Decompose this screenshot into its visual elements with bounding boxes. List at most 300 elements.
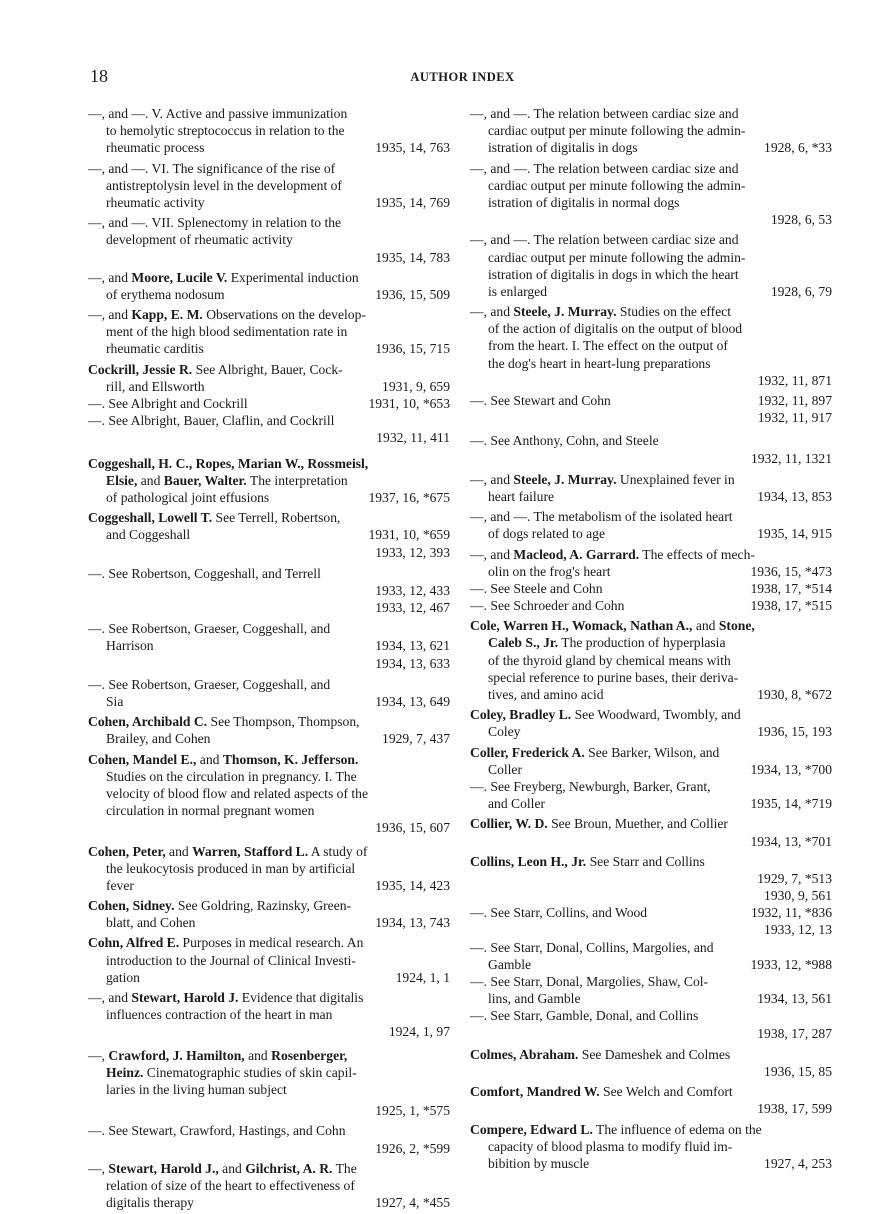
entry-line: —, and —. VI. The significance of the rise of — [88, 160, 336, 176]
citation: 1931, 10, *659 — [368, 527, 450, 543]
entry-text: See Terrell, Robertson, — [212, 510, 341, 526]
citation: 1934, 13, 633 — [375, 655, 450, 671]
entry-text: Studies on the effect — [616, 304, 731, 320]
entry-line — [470, 833, 832, 850]
entry-text: Cinematographic studies of skin capil- — [143, 1064, 357, 1080]
citation: 1934, 13, 621 — [375, 638, 450, 654]
entry-text: See Dameshek and Colmes — [578, 1046, 731, 1062]
entry-text: Observations on the develop- — [202, 307, 366, 323]
entry-line — [470, 921, 832, 938]
author-name: Colmes, Abraham. — [470, 1046, 579, 1062]
citation: 1924, 1, 1 — [395, 969, 450, 985]
entry-text: See Woodward, Twombly, and — [571, 707, 741, 723]
entry-line — [88, 897, 450, 914]
entry-text: —, — [88, 1160, 109, 1176]
citation: 1928, 6, 79 — [770, 283, 832, 299]
entry-text: and Coller — [488, 796, 546, 812]
entry-line: ment of the high blood sedimentation rate in — [106, 324, 348, 340]
entry-line — [470, 597, 832, 614]
author-name: Coggeshall, Lowell T. — [88, 510, 213, 526]
entry-line — [470, 303, 832, 320]
citation: 1935, 14, 763 — [375, 140, 450, 156]
entry-line: circulation in normal pregnant women — [106, 803, 315, 819]
entry-line — [470, 1063, 832, 1080]
entry-line: of the thyroid gland by chemical means with — [488, 652, 731, 668]
index-entry — [470, 815, 832, 849]
entry-line — [88, 472, 450, 489]
entry-text: The — [332, 1160, 357, 1176]
author-name: Cohen, Peter, — [88, 843, 166, 859]
entry-line — [470, 761, 832, 778]
entry-text: —, and — [88, 269, 132, 285]
entry-line — [88, 249, 450, 266]
entry-line — [88, 269, 450, 286]
entry-line: antistreptolysin level in the development of — [106, 177, 342, 193]
citation: 1933, 12, 393 — [375, 544, 450, 560]
index-entry — [88, 713, 450, 747]
entry-text: of pathological joint effusions — [106, 489, 270, 505]
index-entry — [88, 1047, 450, 1120]
entry-text: —. See Steele and Cohn — [470, 580, 603, 596]
entry-line — [88, 340, 450, 357]
index-entry — [88, 105, 450, 157]
entry-line — [470, 904, 832, 921]
entry-text: Coley — [488, 724, 521, 740]
entry-line — [470, 990, 832, 1007]
entry-text: See Thompson, Thompson, — [207, 714, 360, 730]
entry-line — [88, 1102, 450, 1119]
entry-text: heart failure — [488, 488, 555, 504]
entry-line: —, and —. V. Active and passive immunization — [88, 106, 348, 121]
entry-line — [470, 723, 832, 740]
author-name: Macleod, A. Garrard. — [513, 546, 640, 562]
entry-text: olin on the frog's heart — [488, 563, 611, 579]
entry-line — [88, 306, 450, 323]
entry-line — [88, 489, 450, 506]
index-entry — [470, 706, 832, 740]
entry-line: —, and —. The metabolism of the isolated heart — [470, 509, 733, 525]
citation: 1938, 17, *515 — [750, 598, 832, 614]
entry-line — [470, 450, 832, 467]
entry-line — [88, 877, 450, 894]
entry-line: cardiac output per minute following the admin- — [488, 123, 746, 139]
citation: 1929, 7, *513 — [757, 870, 832, 886]
entry-text: Experimental induction — [227, 269, 359, 285]
entry-line — [88, 429, 450, 446]
index-entry — [470, 471, 832, 505]
entry-line — [470, 686, 832, 703]
entry-text: bibition by muscle — [488, 1155, 590, 1171]
author-name: Collins, Leon H., Jr. — [470, 853, 587, 869]
entry-text: lins, and Gamble — [488, 991, 581, 1007]
entry-text: Brailey, and Cohen — [106, 731, 211, 747]
index-entry — [470, 617, 832, 703]
entry-line — [88, 1194, 450, 1211]
entry-line: —, and —. The relation between cardiac size and — [470, 232, 739, 248]
entry-text: A study of — [308, 843, 368, 859]
entry-text: and Coggeshall — [106, 527, 191, 543]
entry-line — [470, 1155, 832, 1172]
entry-text: Coller — [488, 761, 522, 777]
entry-line — [88, 655, 450, 672]
index-entry — [470, 303, 832, 389]
entry-line — [470, 870, 832, 887]
citation: 1935, 14, 783 — [375, 249, 450, 265]
citation: 1934, 13, *700 — [750, 761, 832, 777]
citation: 1934, 13, *701 — [750, 833, 832, 849]
entry-line: influences contraction of the heart in man — [106, 1007, 333, 1023]
citation: 1932, 11, *836 — [750, 905, 832, 921]
index-entry — [470, 744, 832, 813]
author-name: Steele, J. Murray. — [513, 471, 617, 487]
citation: 1930, 9, 561 — [764, 888, 832, 904]
entry-line — [88, 1160, 450, 1177]
author-name: Kapp, E. M. — [131, 307, 203, 323]
entry-line: —. See Starr, Donal, Collins, Margolies, and — [470, 939, 714, 955]
author-name: Stewart, Harold J. — [131, 990, 239, 1005]
index-entry — [88, 751, 450, 837]
citation: 1938, 17, 287 — [757, 1025, 832, 1041]
entry-text: rheumatic carditis — [106, 341, 204, 357]
citation: 1934, 13, 649 — [375, 694, 450, 709]
entry-text: —, and — [470, 546, 514, 562]
citation: 1937, 16, *675 — [368, 489, 450, 505]
citation: 1927, 4, *455 — [375, 1195, 450, 1211]
citation: 1936, 15, 509 — [375, 286, 450, 302]
index-entry — [470, 546, 832, 615]
entry-line: —. See Anthony, Cohn, and Steele — [470, 433, 659, 449]
entry-line — [470, 887, 832, 904]
entry-line: velocity of blood flow and related aspects of the — [106, 785, 368, 801]
citation: 1935, 14, 423 — [375, 877, 450, 893]
entry-line: development of rheumatic activity — [106, 232, 293, 248]
author-name: Steele, J. Murray. — [513, 304, 617, 320]
citation: 1929, 7, 437 — [382, 731, 450, 747]
entry-text: —, and — [470, 471, 514, 487]
citation: 1930, 8, *672 — [757, 687, 832, 702]
entry-line — [470, 744, 832, 761]
entry-line: —, and —. The relation between cardiac size and — [470, 160, 739, 176]
citation: 1933, 12, *988 — [750, 956, 832, 972]
entry-line — [470, 372, 832, 389]
entry-line — [470, 283, 832, 300]
index-entry — [88, 843, 450, 895]
entry-text: of erythema nodosum — [106, 286, 225, 302]
entry-line — [88, 730, 450, 747]
index-entry — [88, 160, 450, 212]
author-name: Moore, Lucile V. — [131, 269, 228, 285]
author-name: Cockrill, Jessie R. — [88, 361, 193, 377]
entry-line — [470, 139, 832, 156]
index-entry — [470, 508, 832, 542]
entry-line — [470, 392, 832, 409]
entry-line — [88, 544, 450, 561]
entry-line — [470, 580, 832, 597]
entry-text: Gamble — [488, 956, 532, 972]
entry-line: relation of size of the heart to effectiveness of — [106, 1177, 355, 1193]
index-entry — [88, 509, 450, 710]
entry-text: —. See Starr, Collins, and Wood — [470, 905, 648, 921]
entry-line — [470, 409, 832, 426]
citation: 1934, 13, 561 — [757, 991, 832, 1007]
author-name: Rosenberger, — [271, 1047, 348, 1063]
entry-line — [88, 361, 450, 378]
entry-line: —. See Robertson, Coggeshall, and Terrell — [88, 565, 321, 581]
citation: 1931, 10, *653 — [368, 396, 450, 411]
entry-line: the dog's heart in heart-lung preparations — [488, 355, 711, 371]
entry-text: and — [218, 1160, 246, 1176]
entry-text: gation — [106, 969, 140, 985]
entry-line — [88, 378, 450, 395]
author-name: Bauer, Walter. — [163, 472, 247, 488]
entry-line: of the action of digitalis on the output of blood — [488, 321, 743, 337]
entry-text: —, — [88, 1047, 109, 1063]
entry-line: —. See Robertson, Graeser, Coggeshall, and — [88, 621, 331, 637]
citation: 1932, 11, 917 — [757, 410, 832, 426]
page-header — [90, 66, 835, 88]
entry-line: laries in the living human subject — [106, 1081, 287, 1097]
citation: 1924, 1, 97 — [388, 1024, 450, 1040]
index-entry — [470, 1046, 832, 1080]
entry-line — [88, 582, 450, 599]
entry-text: See Starr and Collins — [586, 853, 705, 869]
citation: 1935, 14, *719 — [750, 796, 832, 812]
entry-line: the leukocytosis produced in man by artificial — [106, 860, 356, 876]
author-name: Collier, W. D. — [470, 816, 548, 832]
index-entry — [88, 1160, 450, 1212]
right-column — [470, 105, 832, 1175]
citation: 1933, 12, 433 — [375, 582, 450, 598]
entry-text: See Welch and Comfort — [599, 1084, 733, 1100]
author-name: Stewart, Harold J., — [108, 1160, 219, 1176]
citation: 1932, 11, 1321 — [750, 450, 832, 466]
citation: 1936, 15, 193 — [757, 724, 832, 740]
entry-line: to hemolytic streptococcus in relation to the — [106, 123, 345, 139]
author-name: Coley, Bradley L. — [470, 707, 572, 723]
author-name: Elsie, — [106, 472, 138, 488]
citation: 1938, 17, 599 — [757, 1101, 832, 1117]
citation: 1935, 14, 915 — [757, 526, 832, 542]
entry-line — [88, 637, 450, 654]
index-entry — [88, 455, 450, 507]
index-entry — [88, 989, 450, 1041]
entry-line — [88, 1047, 450, 1064]
author-name: Coller, Frederick A. — [470, 744, 585, 760]
entry-line: istration of digitalis in dogs in which the heart — [488, 266, 739, 282]
entry-line — [470, 634, 832, 651]
entry-line — [470, 1121, 832, 1138]
author-name: Stone, — [718, 618, 755, 634]
entry-text: rheumatic process — [106, 140, 205, 156]
index-entry — [88, 361, 450, 447]
running-head: AUTHOR INDEX — [410, 70, 515, 84]
entry-text: —, and — [470, 304, 514, 320]
entry-text: The influence of edema on the — [592, 1121, 762, 1137]
entry-text: digitalis therapy — [106, 1195, 194, 1211]
entry-line: —. See Starr, Donal, Margolies, Shaw, Col- — [470, 974, 709, 989]
entry-text: of dogs related to age — [488, 526, 606, 542]
index-entry — [470, 231, 832, 300]
entry-text: See Barker, Wilson, and — [584, 744, 720, 760]
citation: 1932, 11, 871 — [757, 372, 832, 388]
entry-line — [88, 843, 450, 860]
entry-text: blatt, and Cohen — [106, 915, 196, 931]
entry-text: and — [692, 618, 719, 634]
author-name: Heinz. — [106, 1064, 144, 1080]
citation: 1936, 15, 85 — [764, 1063, 832, 1079]
entry-line: —. See Albright, Bauer, Claflin, and Cockrill — [88, 413, 335, 429]
entry-line: Coggeshall, H. C., Ropes, Marian W., Rossmeisl, — [88, 455, 369, 471]
entry-text: —, and — [88, 990, 132, 1005]
author-name: Crawford, J. Hamilton, — [108, 1047, 245, 1063]
entry-text: rheumatic activity — [106, 194, 205, 210]
left-column — [88, 105, 450, 1214]
citation: 1936, 15, 607 — [375, 820, 450, 836]
entry-line: introduction to the Journal of Clinical Investi- — [106, 952, 356, 968]
entry-text: fever — [106, 877, 134, 893]
entry-text: Sia — [106, 694, 124, 709]
entry-line — [470, 525, 832, 542]
entry-line — [470, 211, 832, 228]
entry-text: See Goldring, Razinsky, Green- — [174, 898, 352, 914]
entry-text: Harrison — [106, 638, 154, 654]
citation: 1927, 4, 253 — [764, 1155, 832, 1171]
citation: 1926, 2, *599 — [375, 1140, 450, 1156]
entry-line — [88, 395, 450, 412]
entry-line — [470, 563, 832, 580]
entry-line — [88, 693, 450, 710]
entry-line — [88, 751, 450, 768]
index-entry — [88, 934, 450, 986]
entry-text: is enlarged — [488, 283, 548, 299]
page-number: 18 — [90, 66, 108, 86]
entry-line: istration of digitalis in normal dogs — [488, 194, 680, 210]
index-entry — [470, 1121, 832, 1173]
entry-text: rill, and Ellsworth — [106, 378, 205, 394]
citation: 1925, 1, *575 — [375, 1103, 450, 1119]
citation: 1932, 11, 411 — [376, 430, 450, 446]
author-name: Comfort, Mandred W. — [470, 1084, 600, 1100]
citation: 1934, 13, 743 — [375, 915, 450, 931]
entry-line — [470, 795, 832, 812]
entry-text: and — [196, 751, 223, 767]
index-entry — [88, 306, 450, 358]
citation: 1936, 15, *473 — [750, 563, 832, 579]
citation: 1933, 12, 13 — [764, 922, 832, 938]
author-name: Cohen, Sidney. — [88, 898, 175, 914]
entry-line — [470, 1046, 832, 1063]
citation: 1935, 14, 769 — [375, 194, 450, 210]
entry-line — [470, 617, 832, 634]
entry-line: special reference to purine bases, their deriva- — [488, 669, 739, 685]
index-entry — [470, 392, 832, 426]
entry-line — [88, 969, 450, 986]
entry-line — [88, 1140, 450, 1157]
citation: 1938, 17, *514 — [750, 580, 832, 596]
citation: 1928, 6, *33 — [764, 140, 832, 156]
entry-text: The interpretation — [246, 472, 348, 488]
entry-line — [470, 1083, 832, 1100]
citation: 1932, 11, 897 — [757, 393, 832, 408]
entry-text: tives, and amino acid — [488, 687, 604, 702]
entry-text: See Albright, Bauer, Cock- — [192, 361, 343, 377]
author-name: Cole, Warren H., Womack, Nathan A., — [470, 618, 693, 634]
entry-line: —, and —. VII. Splenectomy in relation to the — [88, 215, 342, 231]
entry-line: from the heart. I. The effect on the output of — [488, 338, 728, 354]
entry-line — [88, 1023, 450, 1040]
entry-text: —. See Stewart and Cohn — [470, 393, 611, 408]
entry-text: The production of hyperplasia — [558, 635, 726, 651]
entry-text: Purposes in medical research. An — [179, 935, 364, 951]
entry-line — [470, 706, 832, 723]
entry-line — [88, 989, 450, 1006]
author-name: Cohn, Alfred E. — [88, 935, 180, 951]
index-entry — [470, 160, 832, 229]
entry-line: —, and —. The relation between cardiac size and — [470, 106, 739, 121]
citation: 1931, 9, 659 — [382, 378, 450, 394]
entry-text: istration of digitalis in dogs — [488, 140, 638, 156]
entry-line — [470, 488, 832, 505]
index-entry — [88, 269, 450, 303]
author-name: Gilchrist, A. R. — [245, 1160, 333, 1176]
entry-line — [88, 819, 450, 836]
entry-text: —. See Albright and Cockrill — [88, 396, 248, 411]
citation: 1928, 6, 53 — [770, 212, 832, 228]
entry-line: cardiac output per minute following the admin- — [488, 249, 746, 265]
entry-line: capacity of blood plasma to modify fluid im- — [488, 1138, 733, 1154]
entry-line: —. See Starr, Gamble, Donal, and Collins — [470, 1008, 699, 1024]
entry-line — [88, 599, 450, 616]
entry-line — [88, 526, 450, 543]
entry-line — [88, 139, 450, 156]
entry-line — [470, 546, 832, 563]
entry-line: —. See Robertson, Graeser, Coggeshall, and — [88, 676, 331, 692]
author-name: Cohen, Archibald C. — [88, 714, 208, 730]
entry-line — [470, 1100, 832, 1117]
entry-line: cardiac output per minute following the admin- — [488, 177, 746, 193]
entry-text: and — [137, 472, 164, 488]
entry-text: The effects of mech- — [639, 546, 755, 562]
entry-text: and — [244, 1047, 272, 1063]
entry-text: Unexplained fever in — [616, 471, 735, 487]
entry-line — [88, 509, 450, 526]
index-entry — [88, 1122, 450, 1156]
index-entry — [470, 105, 832, 157]
entry-line — [88, 713, 450, 730]
entry-line — [470, 471, 832, 488]
entry-line — [88, 1064, 450, 1081]
index-entry — [470, 432, 832, 466]
entry-line — [88, 286, 450, 303]
author-name: Compere, Edward L. — [470, 1121, 593, 1137]
entry-line — [470, 1025, 832, 1042]
index-entry — [470, 853, 832, 1042]
entry-text: and — [165, 843, 193, 859]
entry-line — [88, 914, 450, 931]
entry-line — [470, 853, 832, 870]
author-name: Thomson, K. Jefferson. — [222, 751, 359, 767]
author-name: Caleb S., Jr. — [488, 635, 559, 651]
entry-text: —. See Schroeder and Cohn — [470, 598, 625, 614]
entry-text: Evidence that digitalis — [238, 990, 364, 1005]
entry-text: See Broun, Muether, and Collier — [547, 816, 728, 832]
index-entry — [88, 214, 450, 266]
entry-text: —, and — [88, 307, 132, 323]
index-entry — [88, 897, 450, 931]
index-entry — [470, 1083, 832, 1117]
entry-line: —. See Freyberg, Newburgh, Barker, Grant, — [470, 778, 711, 794]
entry-line — [470, 956, 832, 973]
